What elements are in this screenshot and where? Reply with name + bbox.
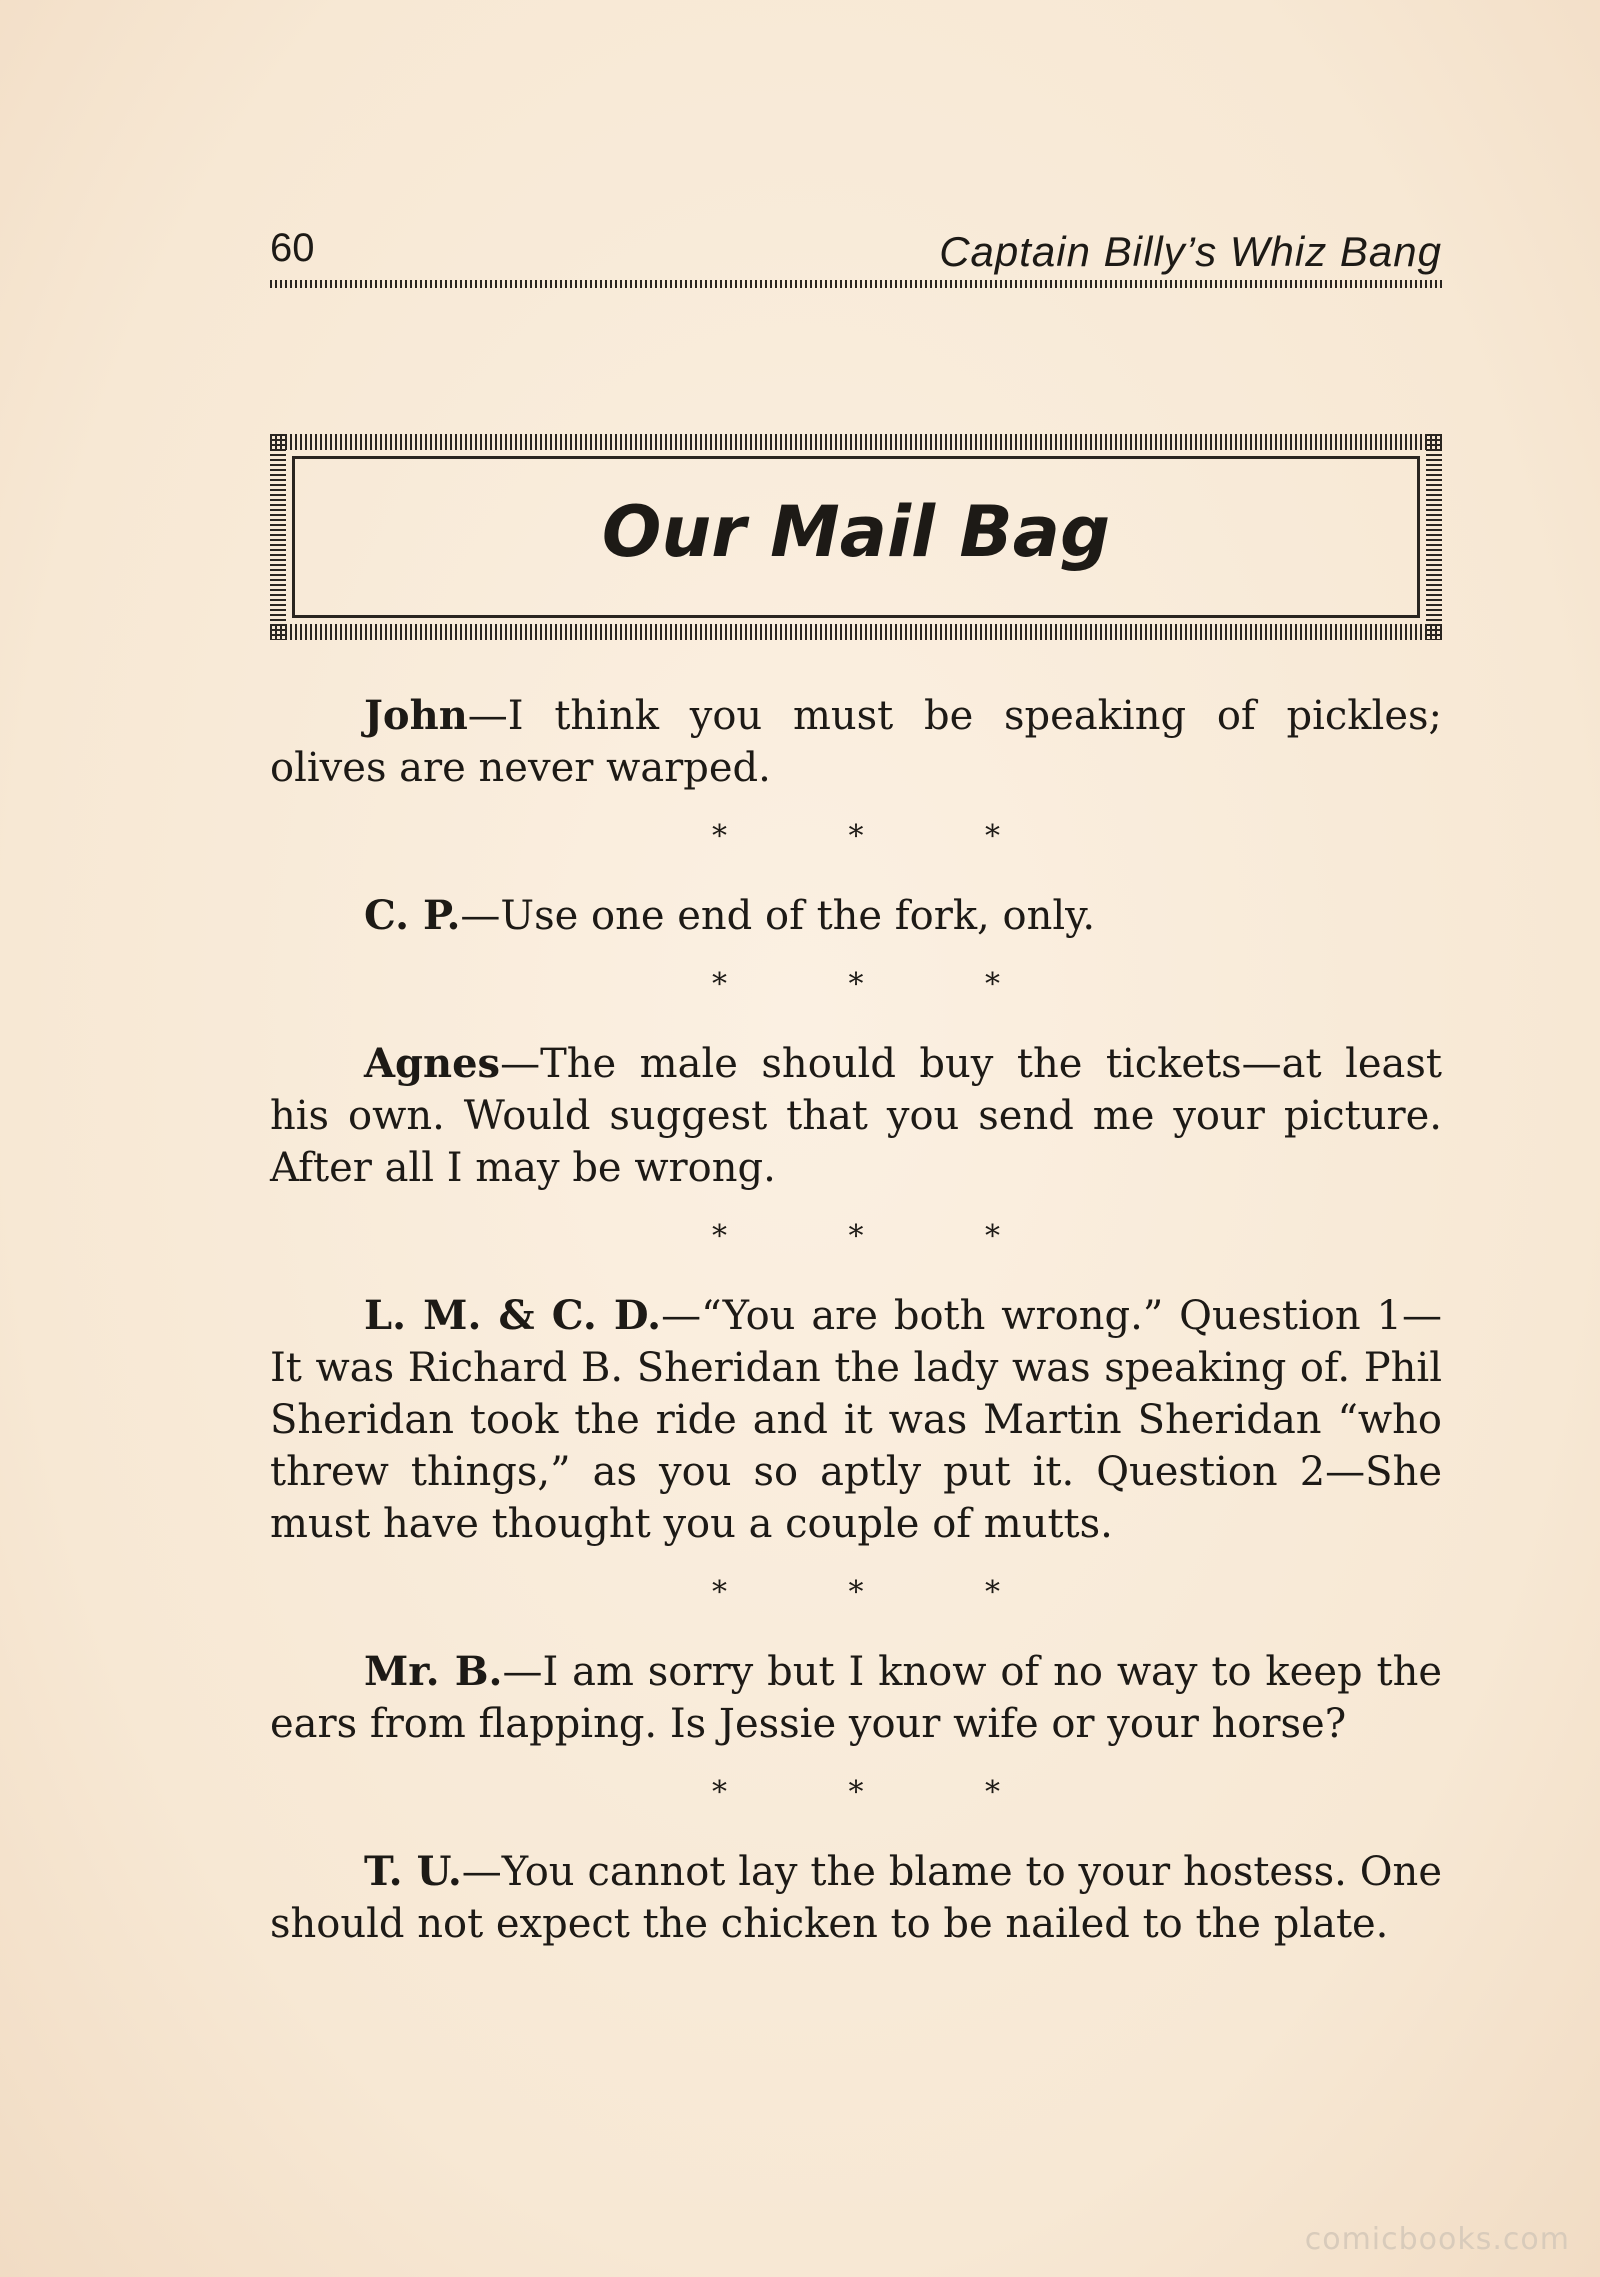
- title-box-top-border: [270, 434, 1442, 450]
- running-head: [270, 224, 1442, 290]
- letter-recipient: John: [364, 692, 468, 739]
- letter-reply: —Use one end of the fork, only.: [460, 893, 1096, 939]
- letter-reply: —You cannot lay the blame to your hostess. One should not expect the chicken to be nailed to the plate.: [270, 1849, 1442, 1947]
- letter-entry: [270, 690, 1442, 794]
- letter-reply: —The male should buy the tickets—at least his own. Would suggest that you send me your picture. After all I may be wrong.: [270, 1041, 1442, 1191]
- letter-entry: [270, 890, 1442, 942]
- asterisk-separator: * * *: [711, 1575, 1057, 1610]
- letter-entry: [270, 1290, 1442, 1550]
- letter-recipient: C. P.: [364, 892, 461, 939]
- mail-bag-letters: [270, 690, 1442, 1950]
- letter-recipient: Mr. B.: [364, 1648, 503, 1695]
- title-box-bottom-border: [270, 624, 1442, 640]
- letter-recipient: Agnes: [364, 1040, 501, 1087]
- running-title: Captain Billy’s Whiz Bang: [939, 228, 1442, 275]
- letter-reply: —I am sorry but I know of no way to keep the ears from flapping. Is Jessie your wife or your horse?: [270, 1649, 1443, 1747]
- watermark: comicbooks.com: [1304, 2222, 1570, 2257]
- page-number: 60: [270, 226, 315, 270]
- letter-recipient: T. U.: [364, 1848, 462, 1895]
- letter-entry: [270, 1038, 1442, 1194]
- letter-entry: [270, 1846, 1442, 1950]
- asterisk-separator: * * *: [711, 967, 1057, 1002]
- asterisk-separator: * * *: [711, 819, 1057, 854]
- asterisk-separator: * * *: [711, 1775, 1057, 1810]
- letter-recipient: L. M. & C. D.: [364, 1292, 662, 1339]
- letter-reply: —I think you must be speaking of pickles; olives are never warped.: [270, 693, 1442, 791]
- section-title-box: [270, 434, 1442, 640]
- asterisk-separator: * * *: [711, 1219, 1057, 1254]
- letter-reply: —“You are both wrong.” Question 1—It was Richard B. Sheridan the lady was speaking of. Phil Sheridan took the ride and it was Martin Sheridan “who threw things,” as you so aptly put it. Question 2—She must have thought you a couple of mutts.: [270, 1293, 1442, 1547]
- letter-entry: [270, 1646, 1442, 1750]
- section-title: Our Mail Bag: [601, 491, 1111, 573]
- header-rule: [270, 280, 1442, 288]
